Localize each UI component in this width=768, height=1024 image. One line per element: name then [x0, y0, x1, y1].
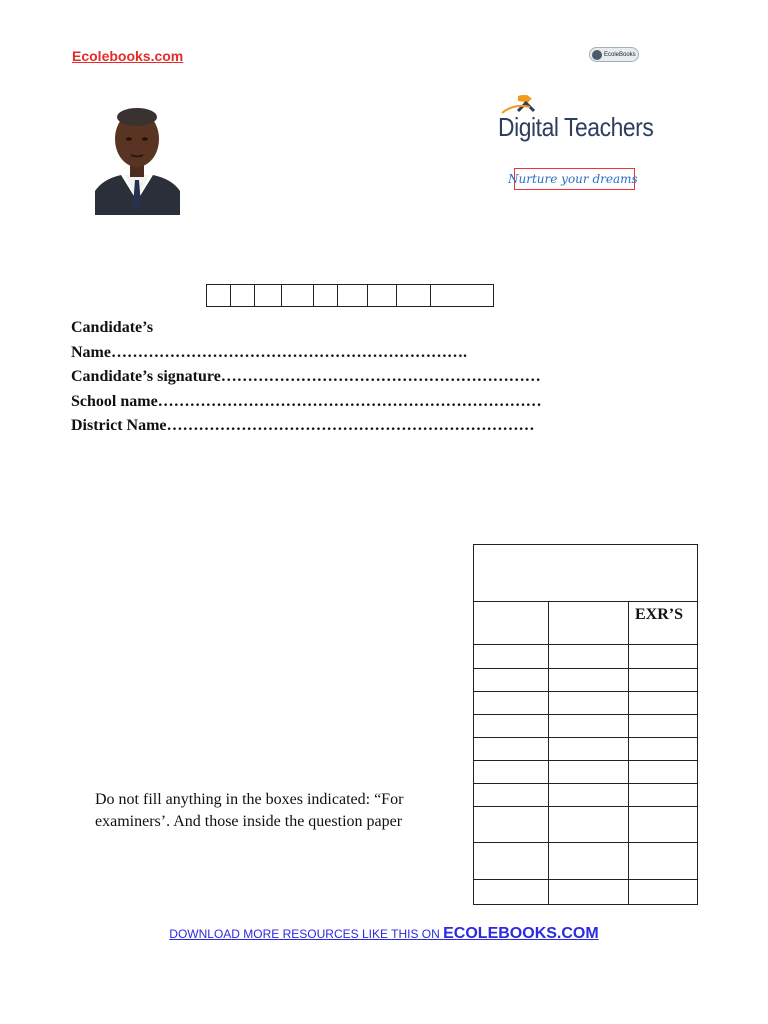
field-label: District Name [71, 417, 167, 434]
table-cell [629, 645, 698, 669]
table-cell [549, 602, 629, 645]
candidate-photo [95, 105, 180, 215]
table-cell [474, 645, 549, 669]
field-dots[interactable]: …………………………………………………… [220, 368, 541, 385]
table-row [474, 784, 698, 807]
table-row [474, 880, 698, 905]
table-row [474, 645, 698, 669]
index-box[interactable] [431, 285, 493, 306]
logo-icon [592, 50, 602, 60]
table-cell [549, 843, 629, 880]
field-label: Name [71, 343, 111, 361]
brand-name [498, 112, 653, 143]
table-cell [549, 761, 629, 784]
small-logo-text: EcoleBooks [604, 51, 636, 58]
table-cell [629, 692, 698, 715]
index-box[interactable] [368, 285, 397, 306]
table-cell [629, 761, 698, 784]
field-signature[interactable] [71, 365, 631, 390]
table-row [474, 761, 698, 784]
field-label: Candidate’s [71, 319, 154, 336]
index-box[interactable] [207, 285, 231, 306]
table-cell [629, 738, 698, 761]
field-candidates-heading [71, 316, 631, 341]
exr-header-cell: EXR’S [629, 602, 698, 645]
candidate-fields [71, 316, 631, 439]
site-link[interactable]: Ecolebooks.com [72, 48, 184, 64]
table-cell [629, 843, 698, 880]
field-label: Candidate’s signature [71, 368, 221, 385]
table-row [474, 692, 698, 715]
table-row [474, 843, 698, 880]
table-cell [629, 807, 698, 843]
table-cell [629, 880, 698, 905]
table-row [474, 669, 698, 692]
table-title-cell [474, 545, 698, 602]
field-name[interactable] [71, 341, 631, 366]
table-cell [549, 692, 629, 715]
table-cell [549, 738, 629, 761]
index-box[interactable] [338, 285, 368, 306]
instruction-text: Do not fill anything in the boxes indicated: “For examiners’. And those inside the question paper [95, 791, 404, 830]
brand-name-rest: Teachers [558, 112, 654, 142]
index-box[interactable] [314, 285, 338, 306]
index-box[interactable] [397, 285, 431, 306]
footer-download-link [0, 925, 768, 943]
index-box[interactable] [255, 285, 282, 306]
field-label: School name [71, 392, 158, 410]
field-district-name[interactable] [71, 414, 631, 439]
table-header-row [474, 545, 698, 602]
table-cell [474, 843, 549, 880]
table-row [474, 715, 698, 738]
table-cell [474, 692, 549, 715]
table-cell [474, 807, 549, 843]
portrait-image [95, 105, 180, 215]
table-cell [549, 784, 629, 807]
table-cell [474, 602, 549, 645]
footer-site-link[interactable]: ECOLEBOOKS.COM [443, 925, 599, 942]
field-dots[interactable]: …………………………………………………………. [110, 343, 467, 361]
footer-prefix-link[interactable]: DOWNLOAD MORE RESOURCES LIKE THIS ON [169, 927, 444, 941]
table-cell [549, 880, 629, 905]
index-number-boxes[interactable] [206, 284, 494, 307]
index-box[interactable] [231, 285, 255, 306]
table-cell [549, 645, 629, 669]
table-cell [629, 715, 698, 738]
table-cell [629, 669, 698, 692]
field-dots[interactable]: …………………………………………………………… [166, 417, 535, 434]
table-cell [474, 761, 549, 784]
index-box[interactable] [282, 285, 314, 306]
table-cell [474, 738, 549, 761]
table-cell [549, 715, 629, 738]
brand-name-first: Digital [498, 112, 559, 142]
table-row [474, 738, 698, 761]
table-cell [549, 807, 629, 843]
table-cell [629, 784, 698, 807]
table-cell [474, 715, 549, 738]
field-school-name[interactable] [71, 390, 631, 415]
table-cell [549, 669, 629, 692]
table-cell [474, 784, 549, 807]
table-cell [474, 880, 549, 905]
ecolebooks-logo [589, 47, 639, 62]
tagline: Nurture your dreams [514, 168, 635, 190]
table-row [474, 807, 698, 843]
table-column-row [474, 602, 698, 645]
examiners-table [473, 544, 698, 905]
field-dots[interactable]: ……………………………………………………………… [157, 392, 542, 410]
table-cell [474, 669, 549, 692]
